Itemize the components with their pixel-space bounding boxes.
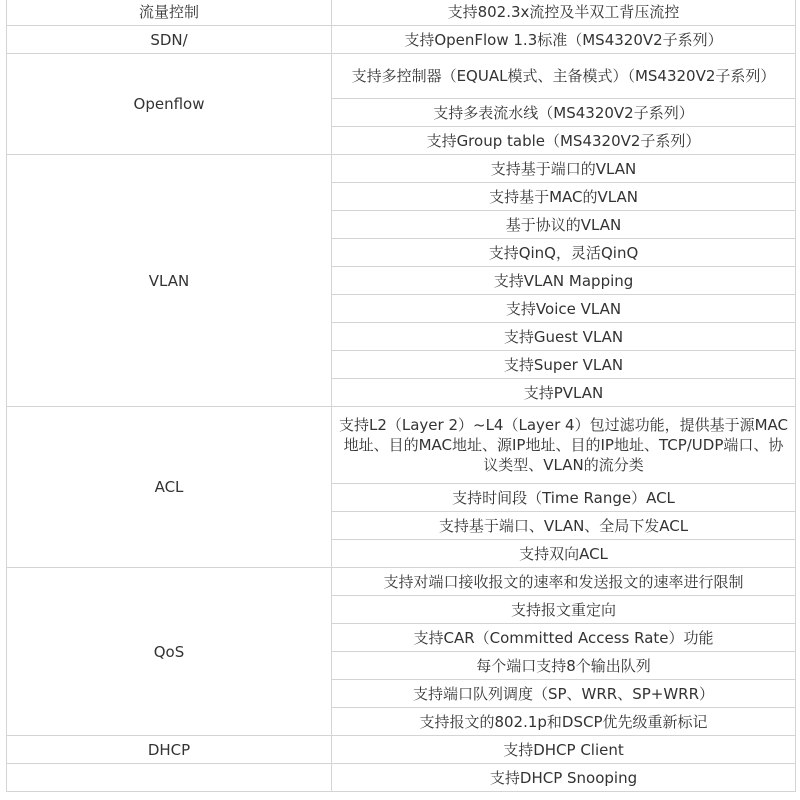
category-cell: Openflow (7, 54, 332, 155)
category-cell (7, 764, 332, 792)
category-cell: DHCP (7, 736, 332, 764)
table-row (7, 568, 796, 596)
feature-cell: 支持Voice VLAN (332, 295, 796, 323)
category-cell: QoS (7, 568, 332, 736)
category-cell: SDN/ (7, 26, 332, 54)
feature-cell: 支持报文的802.1p和DSCP优先级重新标记 (332, 708, 796, 736)
feature-cell: 支持时间段（Time Range）ACL (332, 484, 796, 512)
category-cell: VLAN (7, 155, 332, 407)
feature-cell: 支持PVLAN (332, 379, 796, 407)
feature-cell: 支持基于端口、VLAN、全局下发ACL (332, 512, 796, 540)
table-row (7, 764, 796, 792)
feature-cell: 支持802.3x流控及半双工背压流控 (332, 0, 796, 26)
category-cell: 流量控制 (7, 0, 332, 26)
feature-cell: 支持对端口接收报文的速率和发送报文的速率进行限制 (332, 568, 796, 596)
feature-cell: 支持双向ACL (332, 540, 796, 568)
table-row (7, 26, 796, 54)
category-cell: ACL (7, 407, 332, 568)
spec-table (6, 0, 796, 792)
feature-cell: 支持VLAN Mapping (332, 267, 796, 295)
feature-cell: 支持CAR（Committed Access Rate）功能 (332, 624, 796, 652)
feature-cell: 支持L2（Layer 2）~L4（Layer 4）包过滤功能，提供基于源MAC地址、目的MAC地址、源IP地址、目的IP地址、TCP/UDP端口、协议类型、VLAN的流分类 (332, 407, 796, 484)
table-row (7, 736, 796, 764)
feature-cell: 支持OpenFlow 1.3标准（MS4320V2子系列） (332, 26, 796, 54)
feature-cell: 支持DHCP Snooping (332, 764, 796, 792)
feature-cell: 支持基于端口的VLAN (332, 155, 796, 183)
feature-cell: 支持Group table（MS4320V2子系列） (332, 127, 796, 155)
table-row (7, 54, 796, 99)
table-row (7, 407, 796, 484)
feature-cell: 每个端口支持8个输出队列 (332, 652, 796, 680)
feature-cell: 支持Guest VLAN (332, 323, 796, 351)
feature-cell: 支持多表流水线（MS4320V2子系列） (332, 99, 796, 127)
feature-cell: 支持端口队列调度（SP、WRR、SP+WRR） (332, 680, 796, 708)
feature-cell: 支持DHCP Client (332, 736, 796, 764)
feature-cell: 支持QinQ，灵活QinQ (332, 239, 796, 267)
feature-cell: 支持基于MAC的VLAN (332, 183, 796, 211)
feature-cell: 基于协议的VLAN (332, 211, 796, 239)
feature-cell: 支持Super VLAN (332, 351, 796, 379)
feature-cell: 支持报文重定向 (332, 596, 796, 624)
table-row (7, 0, 796, 26)
feature-cell: 支持多控制器（EQUAL模式、主备模式）（MS4320V2子系列） (332, 54, 796, 99)
table-row (7, 155, 796, 183)
